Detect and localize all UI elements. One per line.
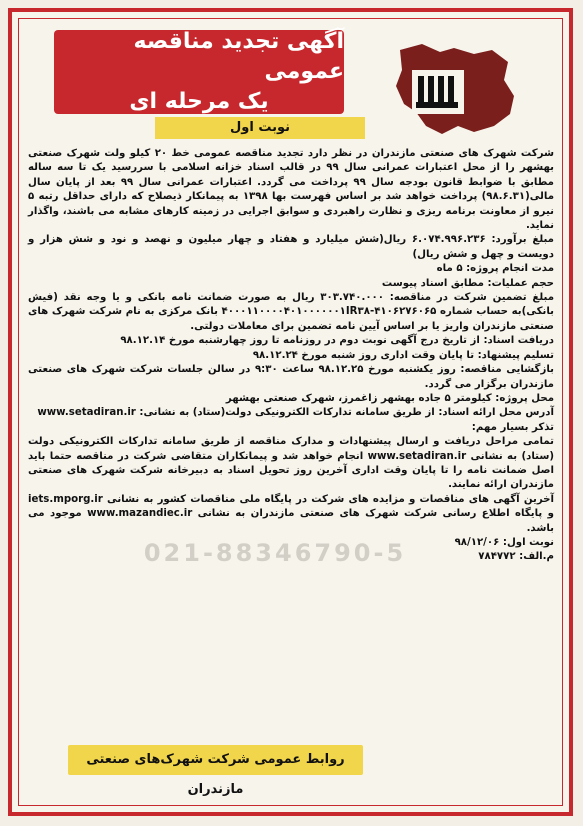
ad-title: آگهی تجدید مناقصه عمومی (133, 29, 344, 85)
body-paragraph: حجم عملیات: مطابق اسناد پیوست (381, 277, 554, 289)
body-paragraph: مبلغ برآورد: ۶.۰۷۴.۹۹۶.۲۳۶ ریال(شش میلیارد و هفتاد و چهار میلیون و نهصد و نود و شش هزار و دویست و چهل و شش ریال) (28, 234, 554, 260)
body-paragraph: تذکر بسیار مهم: (471, 421, 554, 433)
ad-body (28, 147, 554, 565)
watermark-phone: 021-88346790-5 (143, 539, 407, 567)
body-paragraph: مبلغ تضمین شرکت در مناقصه: ۳۰۳.۷۴۰.۰۰۰ ریال به صورت ضمانت نامه بانکی و یا وجه نقد (فیش بانکی)به حساب شماره ۴۱۰۶۲۷۶۰۶۵-۴۰۰۰۱۱۰۰۰۰۴۰۱۰۰۰۰۰۰۱IR۳۸ بانک مرکزی به نام شرکت شهرک های صنعتی مازندران واریز یا بر اساس آیین نامه تضمین برای معاملات دولتی. (28, 292, 555, 332)
body-paragraph: تسلیم پیشنهاد: تا پایان وقت اداری روز شنبه مورخ ۹۸.۱۲.۲۴ (252, 349, 554, 361)
ad-subtitle: یک مرحله ای (129, 88, 269, 114)
body-paragraph: آدرس محل ارائه اسناد: از طریق سامانه تدارکات الکترونیکی دولت(ستاد) به نشانی: www.setadiran.ir (37, 407, 554, 419)
body-paragraph: تمامی مراحل دریافت و ارسال پیشنهادات و مدارک مناقصه از طریق سامانه تدارکات الکترونیکی دولت (ستاد) به نشانی www.setadiran.ir انجام خواهد شد و پیمانکاران متقاضی شرکت در مناقصه حتما باید اصل ضمانت نامه را تا پایان وقت اداری آخرین روز تحویل اسناد به دبیرخانه شرکت شهرک های صنعتی مازندران ارائه نمایند. (28, 436, 554, 491)
factory-icon (412, 70, 464, 114)
body-paragraph: بازگشایی مناقصه: روز یکشنبه مورخ ۹۸.۱۲.۲۵ ساعت ۹:۳۰ در سالن جلسات شرکت شهرک های صنعتی مازندران برگزار می گردد. (28, 364, 554, 390)
iran-map-factory-icon (382, 40, 522, 140)
title-box (54, 30, 344, 114)
body-paragraph: مدت انجام پروژه: ۵ ماه (436, 263, 554, 275)
footer-label: روابط عمومی شرکت شهرک‌های صنعتی مازندران (68, 745, 363, 775)
round-label: نوبت اول (155, 117, 365, 139)
body-paragraph: محل پروژه: کیلومتر ۵ جاده بهشهر زاغمرز، شهرک صنعتی بهشهر (225, 392, 554, 404)
publish-date: نوبت اول: ۹۸/۱۲/۰۶ (454, 536, 554, 548)
ref-number: م.الف: ۷۸۴۷۷۲ (478, 551, 554, 563)
body-paragraph: شرکت شهرک های صنعتی مازندران در نظر دارد تجدید مناقصه عمومی خط ۲۰ کیلو ولت شهرک صنعتی بهشهر را از محل اعتبارات عمرانی سال ۹۹ در قالب اسناد خزانه اسلامی با سررسید یک تا سه ساله مطابق با ضوابط قانون بودجه سال ۹۹ پرداخت می گردد. اعتبارات عمرانی سال ۹۹ بعد از پایان سال مالی(۹۸.۶.۳۱) پرداخت خواهد شد بر اساس فهرست بها ۱۳۹۸ به پیمانکار ذیصلاح که دارای حداقل رتبه ۵ نیرو از معاونت برنامه ریزی و نظارت راهبردی و سوابق اجرایی در زمینه کارهای مشابه می باشند، واگذار نماید. (28, 148, 554, 232)
body-paragraph: آخرین آگهی های مناقصات و مزایده های شرکت در پایگاه ملی مناقصات کشور به نشانی iets.mporg.ir و پایگاه اطلاع رسانی شرکت شهرک های صنعتی مازندران به نشانی www.mazandiec.ir موجود می باشد. (28, 493, 554, 534)
body-paragraph: دریافت اسناد: از تاریخ درج آگهی نوبت دوم در روزنامه تا روز چهارشنبه مورخ ۹۸.۱۲.۱۴ (120, 335, 554, 347)
